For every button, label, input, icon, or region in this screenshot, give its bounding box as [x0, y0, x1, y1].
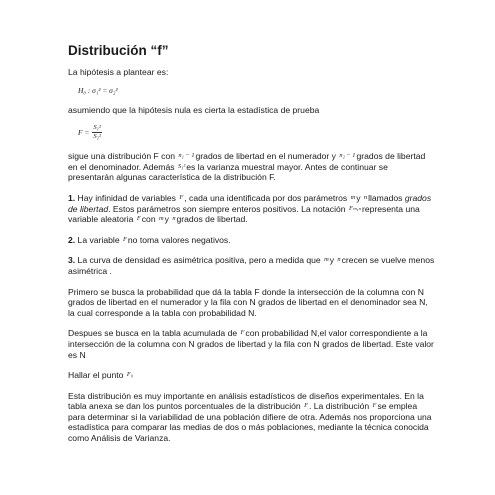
math-inline: F: [136, 215, 141, 223]
math-inline: n: [363, 193, 368, 201]
paragraph-importance: [68, 391, 435, 444]
paragraph-property-1: [68, 193, 435, 225]
math-inline: n₁ − 1: [178, 152, 195, 160]
text-run: y: [356, 192, 363, 203]
f-statistic-formula: [78, 124, 435, 141]
text-run: y: [164, 214, 172, 225]
text-run: con probabilidad N,el valor correspondiente a la intersección de la columna con N grados de libertad y la fila con N grados de libertad. Este valor es N: [68, 328, 434, 360]
text-run: Esta distribución es muy importante en análisis estadísticos de diseños experimentales. En la tabla anexa se dan los puntos porcentuales de la distribución: [68, 390, 424, 412]
text-run: con: [141, 214, 158, 225]
math-inline: F: [123, 235, 127, 243]
math-inline: F: [304, 402, 308, 410]
math-inline: S₁²: [177, 162, 186, 170]
text-run: Despues se busca en la tabla acumulada de: [68, 328, 240, 339]
text-run: . La distribución: [308, 401, 372, 412]
text-run: llamados: [368, 192, 405, 203]
text-run: se emplea para determinar si la variabilidad de una población difiere de otra. Además nos proporciona una estadística para comparar las medias de dos o más poblaciones, mediante la técnica conocida como Análisis de Varianza.: [68, 401, 432, 444]
f-formula-numerator: S₁²: [93, 124, 101, 132]
math-inline: F: [179, 193, 184, 201]
paragraph-property-2: [68, 235, 435, 246]
text-run: crecen se vuelve menos asimétrica .: [68, 255, 435, 276]
text-run: La variable: [75, 234, 122, 245]
text-run: es la varianza muestral mayor. Antes de continuar se presentarán algunas característica de la distribución F.: [68, 161, 388, 183]
assume-text: asumiendo que la hipótesis nula es cierta la estadística de prueba: [68, 104, 320, 115]
text-run: grados de libertad.: [176, 214, 248, 225]
page-title: Distribución “f”: [68, 43, 169, 58]
paragraph-step-1: Primero se busca la probabilidad que dá la tabla F donde la intersección de la columna con N grados de libertad en el numerador y la fila con N grados de libertad en el denominador sea N, la cual corresponde a la tabla con probabilidad N.: [68, 286, 428, 318]
text-run: grados de libertad en el numerador y: [195, 151, 339, 162]
paragraph-step-2: [68, 328, 435, 360]
intro-text: La hipótesis a plantear es:: [68, 67, 169, 77]
h0-formula: H₀ : σ₁² = σ₂²: [78, 85, 118, 95]
math-inline: m: [350, 193, 356, 201]
text-run: sigue una distribución F con: [68, 151, 178, 162]
list-number: 3.: [68, 255, 76, 266]
paragraph-property-3: [68, 255, 435, 276]
text-run: no toma valores negativos.: [127, 234, 231, 245]
f-formula-lhs: F =: [78, 128, 90, 138]
text-run: La curva de densidad es asimétrica positiva, pero a medida que: [75, 255, 324, 266]
paragraph-find-point: [68, 370, 435, 381]
math-inline: F₀: [126, 371, 133, 379]
text-run: Hay infinidad de variables: [75, 192, 179, 203]
math-inline: m: [159, 215, 164, 223]
text-run: , cada una identificada por dos parámetros: [184, 192, 350, 203]
text-run: grados de libertad en el denominador. Además: [68, 151, 426, 172]
list-number: 1.: [68, 192, 76, 203]
text-run: representa una variable aleatoria: [68, 203, 420, 225]
math-inline: F: [240, 329, 245, 337]
math-inline: m: [324, 256, 329, 264]
math-inline: n: [337, 256, 341, 264]
paragraph-distribution: [68, 151, 435, 183]
math-inline: F: [372, 402, 377, 410]
math-inline: n: [172, 215, 176, 223]
list-number: 2.: [68, 234, 76, 245]
math-inline: n₂ − 1: [339, 152, 356, 160]
f-formula-fraction: [92, 124, 102, 141]
text-run: . Estos parámetros son siempre enteros positivos. La notación: [108, 203, 348, 214]
text-run: Hallar el punto: [68, 370, 126, 381]
math-inline: Fₘ,ₙ: [348, 204, 361, 212]
text-run: y: [329, 255, 337, 266]
emphasis-text: grados de libertad: [68, 192, 432, 214]
f-formula-denominator: S₂²: [93, 133, 101, 141]
